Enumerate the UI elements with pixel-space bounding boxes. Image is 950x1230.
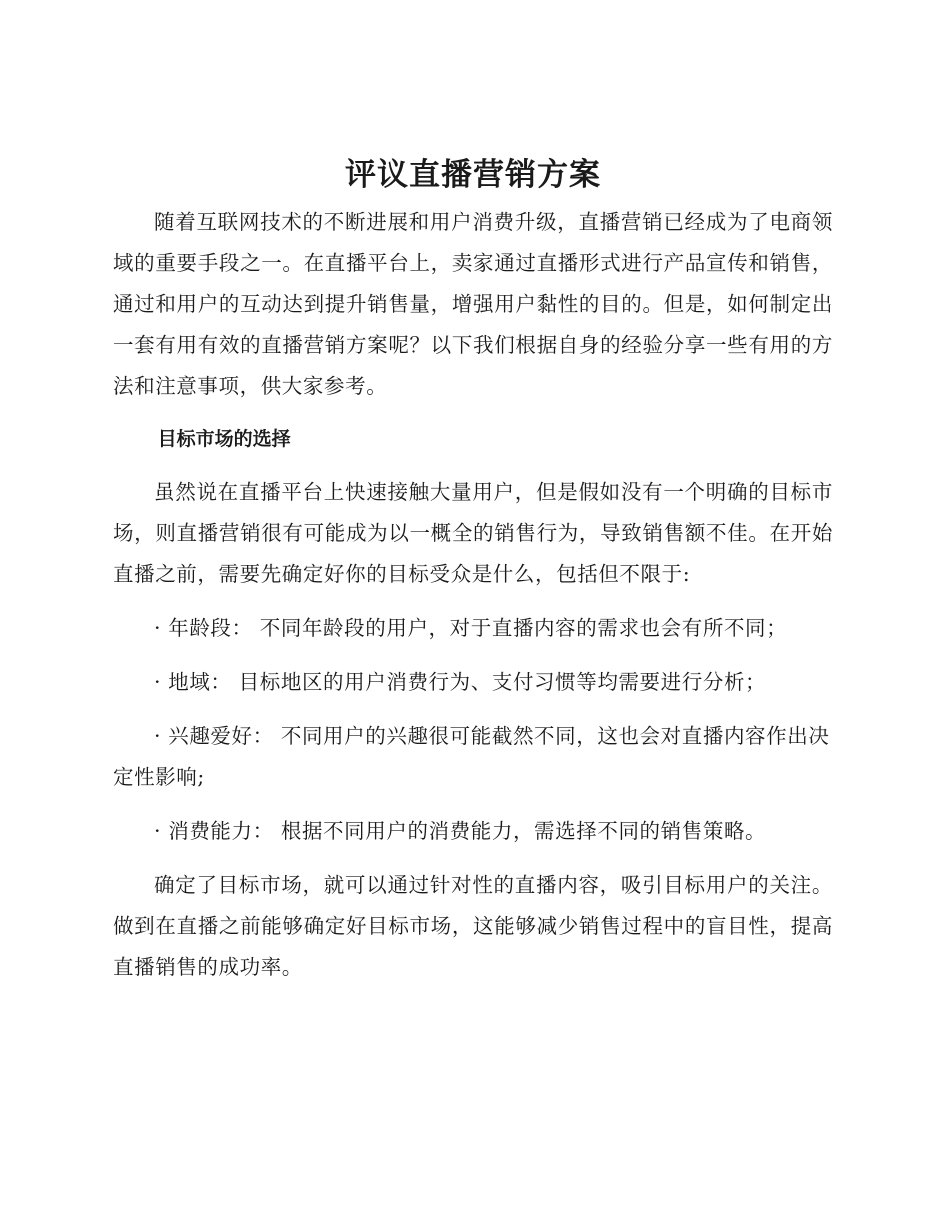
section-paragraph: 虽然说在直播平台上快速接触大量用户，但是假如没有一个明确的目标市场，则直播营销很有可能成为以一概全的销售行为，导致销售额不佳。在开始直播之前，需要先确定好你的目标受众是什么，包括但不限于: <box>113 480 833 586</box>
bullet-item-region: · 地域： 目标地区的用户消费行为、支付习惯等均需要进行分析； <box>154 670 767 694</box>
section-heading: 目标市场的选择 <box>157 428 291 450</box>
bullet-item-age: · 年龄段： 不同年龄段的用户，对于直播内容的需求也会有所不同； <box>154 616 788 640</box>
conclusion-paragraph: 确定了目标市场，就可以通过针对性的直播内容，吸引目标用户的关注。做到在直播之前能够确定好目标市场，这能够减少销售过程中的盲目性，提高直播销售的成功率。 <box>113 873 833 979</box>
bullet-item-spending: · 消费能力： 根据不同用户的消费能力，需选择不同的销售策略。 <box>154 819 767 843</box>
document-page <box>113 148 833 988</box>
intro-paragraph: 随着互联网技术的不断进展和用户消费升级，直播营销已经成为了电商领域的重要手段之一。在直播平台上，卖家通过直播形式进行产品宣传和销售，通过和用户的互动达到提升销售量，增强用户黏性的目的。但是，如何制定出一套有用有效的直播营销方案呢？以下我们根据自身的经验分享一些有用的方法和注意事项，供大家参考。 <box>113 210 833 398</box>
bullet-item-interests: · 兴趣爱好： 不同用户的兴趣很可能截然不同，这也会对直播内容作出决定性影响; <box>113 724 830 789</box>
document-title: 评议直播营销方案 <box>345 157 601 193</box>
